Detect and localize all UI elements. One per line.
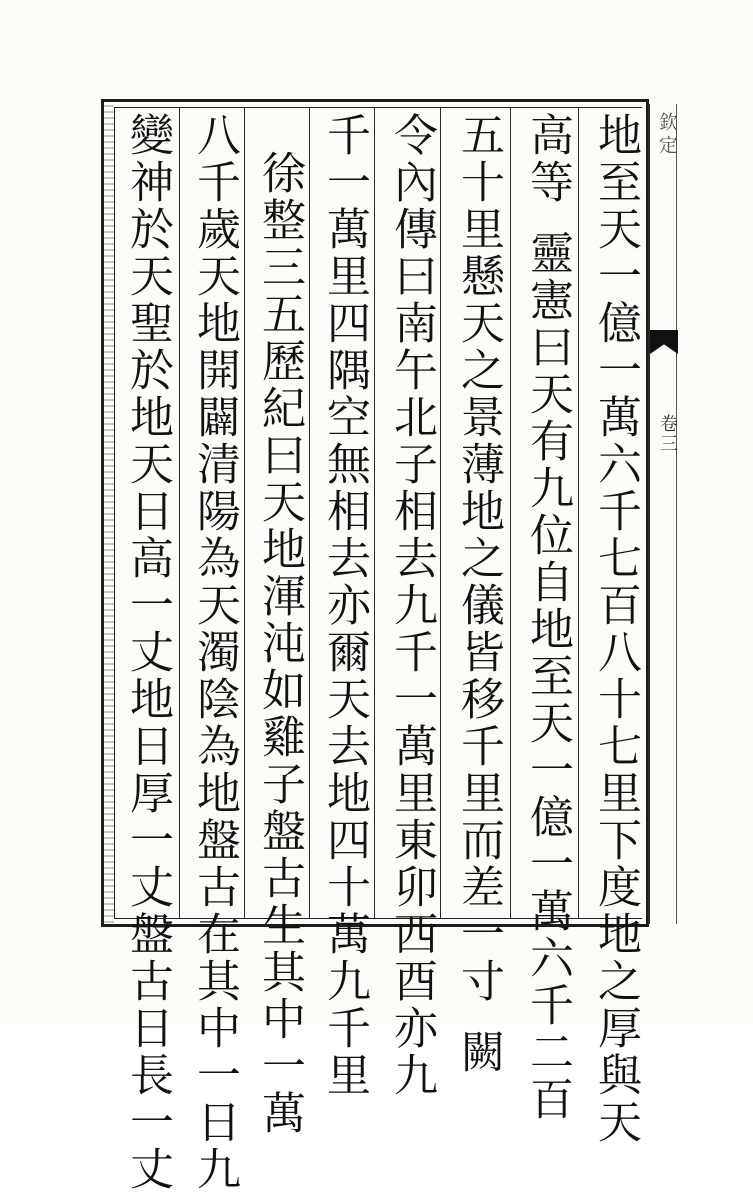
column-text: 令內傳曰南午北子相去九千一萬里東卯西酉亦九 [386, 112, 437, 1099]
fishtail-mark [650, 330, 678, 354]
column-text-head: 高等 [522, 112, 573, 206]
lacuna-mark: 闕 [453, 1029, 504, 1076]
text-column-4 [380, 112, 442, 1099]
column-text: 千一萬里四隅空無相去亦爾天去地四十萬九千里 [319, 112, 370, 1099]
text-column-8 [116, 112, 178, 1193]
margin-juan-label: 卷三 [657, 414, 678, 454]
text-column-7 [183, 112, 245, 1193]
text-column-6 [248, 150, 310, 1137]
text-column-3 [447, 112, 509, 1076]
margin-rule-outer [676, 104, 677, 924]
column-text: 八千歲天地開闢清陽為天濁陰為地盤古在其中一日九 [189, 112, 240, 1193]
column-rule [578, 107, 579, 919]
column-rule [510, 107, 511, 919]
margin-book-title: 欽定 [656, 112, 678, 158]
margin-band [648, 104, 682, 924]
margin-rule [648, 104, 650, 924]
column-text: 地至天一億一萬六千七百八十七里下度地之厚與天 [590, 112, 641, 1146]
column-text: 五十里懸天之景薄地之儀皆移千里而差一寸 [453, 112, 504, 1005]
column-text: 徐整三五歷紀曰天地渾沌如雞子盤古生其中一萬 [254, 150, 305, 1137]
text-column-2 [516, 112, 578, 1123]
column-rule [179, 107, 180, 919]
text-column-1 [584, 112, 646, 1146]
column-text: 變神於天聖於地天日高一丈地日厚一丈盤古日長一丈 [122, 112, 173, 1193]
column-text: 靈憲曰天有九位自地至天一億一萬六千二百 [522, 230, 573, 1123]
text-column-5 [313, 112, 375, 1099]
